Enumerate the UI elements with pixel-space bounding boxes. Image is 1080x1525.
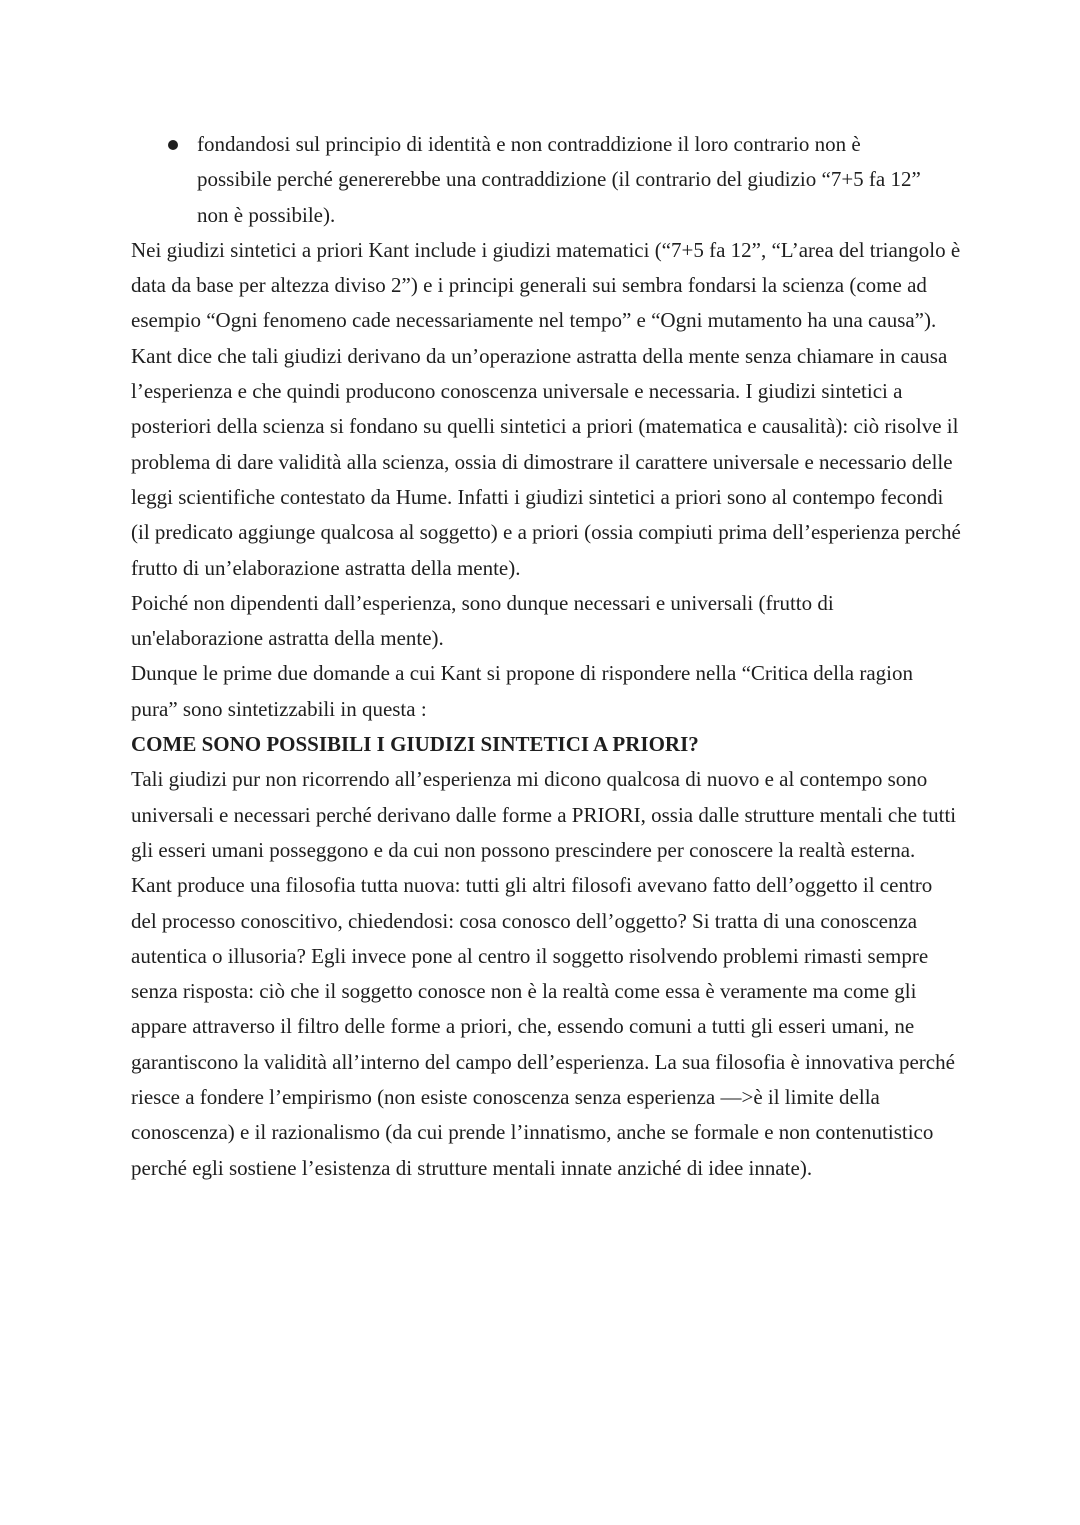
paragraph-necessary-universal: Poiché non dipendenti dall’esperienza, sono dunque necessari e universali (frutto di un'elaborazione astratta della mente). (131, 590, 834, 651)
document-body (131, 127, 961, 1186)
paragraph-mathematical-judgments: Nei giudizi sintetici a priori Kant include i giudizi matematici (“7+5 fa 12”, “L’area del triangolo è data da base per altezza diviso 2”) e i principi generali sui sembra fondarsi la scienza (come ad esempio “Ogni fenomeno cade necessariamente nel tempo” e “Ogni mutamento ha una causa”). (131, 237, 961, 333)
bullet-text: fondandosi sul principio di identità e non contraddizione il loro contrario non è possibile perché genererebbe una contraddizione (il contrario del giudizio “7+5 fa 12” non è possibile). (197, 132, 921, 227)
paragraph-new-philosophy: Kant produce una filosofia tutta nuova: tutti gli altri filosofi avevano fatto dell’oggetto il centro del processo conoscitivo, chiedendosi: cosa conosco dell’oggetto? Si tratta di una conoscenza autentica o illusoria? Egli invece pone al centro il soggetto risolvendo problemi rimasti sempre senza risposta: ciò che il soggetto conosce non è la realtà come essa è veramente ma come gli appare attraverso il filtro delle forme a priori, che, essendo comuni a tutti gli esseri umani, ne garantiscono la validità all’interno del campo dell’esperienza. La sua filosofia è innovativa perché riesce a fondere l’empirismo (non esiste conoscenza senza esperienza —>è il limite della conoscenza) e il razionalismo (da cui prende l’innatismo, anche se formale e non contenutistico perché egli sostiene l’esistenza di strutture mentali innate anziché di idee innate). (131, 873, 955, 1180)
paragraph-abstract-operation: Kant dice che tali giudizi derivano da un’operazione astratta della mente senza chiamare in causa l’esperienza e che quindi producono conoscenza universale e necessaria. I giudizi sintetici a posteriori della scienza si fondano su quelli sintetici a priori (matematica e causalità): ciò risolve il problema di dare validità alla scienza, ossia di dimostrare il carattere universale e necessario delle leggi scientifiche contestato da Hume. Infatti i giudizi sintetici a priori sono al contempo fecondi (il predicato aggiunge qualcosa al soggetto) e a priori (ossia compiuti prima dell’esperienza perché frutto di un’elaborazione astratta della mente). (131, 343, 961, 580)
bullet-dot-icon (168, 140, 178, 150)
paragraph-critique-questions: Dunque le prime due domande a cui Kant si propone di rispondere nella “Critica della ragion pura” sono sintetizzabili in questa : (131, 661, 913, 721)
bullet-list-item (131, 127, 932, 233)
section-heading: COME SONO POSSIBILI I GIUDIZI SINTETICI A PRIORI? (131, 732, 699, 757)
paragraph-a-priori-forms: Tali giudizi pur non ricorrendo all’esperienza mi dicono qualcosa di nuovo e al contempo sono universali e necessari perché derivano dalle forme a PRIORI, ossia dalle strutture mentali che tutti gli esseri umani posseggono e da cui non possono prescindere per conoscere la realtà esterna. (131, 767, 957, 862)
